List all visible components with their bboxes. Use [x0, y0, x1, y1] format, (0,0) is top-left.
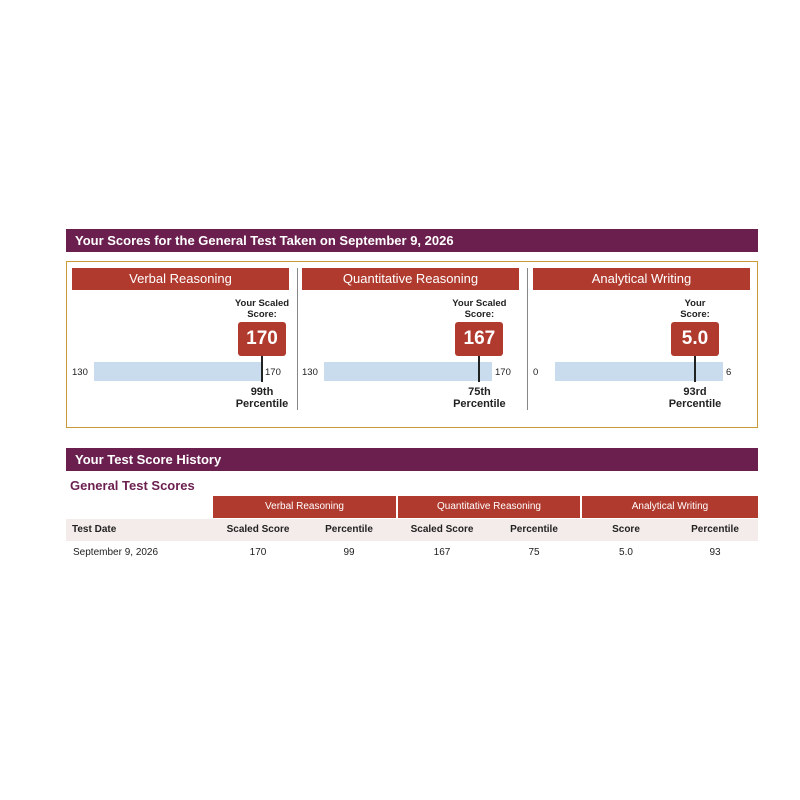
column-header: Percentile [325, 524, 373, 535]
score-caption: Your Scaled Score: [452, 298, 507, 320]
range-min-label: 130 [302, 367, 318, 378]
table-cell: 170 [249, 547, 267, 558]
score-marker [694, 356, 696, 382]
column-header: Percentile [691, 524, 739, 535]
score-marker [261, 356, 263, 382]
section-title: Quantitative Reasoning [302, 268, 519, 290]
column-header-row [66, 519, 758, 541]
score-range-bar [555, 362, 723, 381]
range-max-label: 170 [495, 367, 511, 378]
score-value: 170 [238, 322, 286, 356]
table-cell: September 9, 2026 [73, 547, 159, 558]
analytical-writing-panel [533, 268, 750, 412]
scores-header: Your Scores for the General Test Taken on September 9, 2026 [66, 229, 758, 252]
group-header-verbal: Verbal Reasoning [213, 496, 396, 518]
range-max-label: 6 [726, 367, 732, 378]
group-header-analytical: Analytical Writing [582, 496, 758, 518]
score-value: 167 [455, 322, 503, 356]
score-value: 5.0 [671, 322, 719, 356]
column-header: Scaled Score [226, 524, 290, 535]
group-header-quantitative: Quantitative Reasoning [398, 496, 580, 518]
range-max-label: 170 [265, 367, 281, 378]
percentile-label: 75th Percentile [453, 386, 506, 410]
column-header: Percentile [510, 524, 558, 535]
score-marker [478, 356, 480, 382]
range-min-label: 0 [533, 367, 539, 378]
table-cell: 75 [528, 547, 540, 558]
table-cell: 93 [709, 547, 721, 558]
table-cell: 5.0 [619, 547, 633, 558]
history-header: Your Test Score History [66, 448, 758, 471]
table-cell: 99 [343, 547, 355, 558]
column-header: Score [612, 524, 640, 535]
column-header: Scaled Score [410, 524, 474, 535]
percentile-label: 99th Percentile [235, 386, 289, 410]
quantitative-reasoning-panel [302, 268, 519, 412]
percentile-label: 93rd Percentile [668, 386, 722, 410]
score-caption: Your Score: [680, 298, 710, 320]
section-title: Analytical Writing [533, 268, 750, 290]
verbal-reasoning-panel [72, 268, 289, 412]
score-range-bar [94, 362, 262, 381]
table-cell: 167 [433, 547, 451, 558]
column-header: Test Date [72, 524, 117, 535]
panel-divider [297, 268, 298, 410]
score-caption: Your Scaled Score: [234, 298, 290, 320]
score-range-bar [324, 362, 492, 381]
panel-divider [527, 268, 528, 410]
section-title: Verbal Reasoning [72, 268, 289, 290]
range-min-label: 130 [72, 367, 88, 378]
history-subtitle: General Test Scores [70, 478, 195, 493]
